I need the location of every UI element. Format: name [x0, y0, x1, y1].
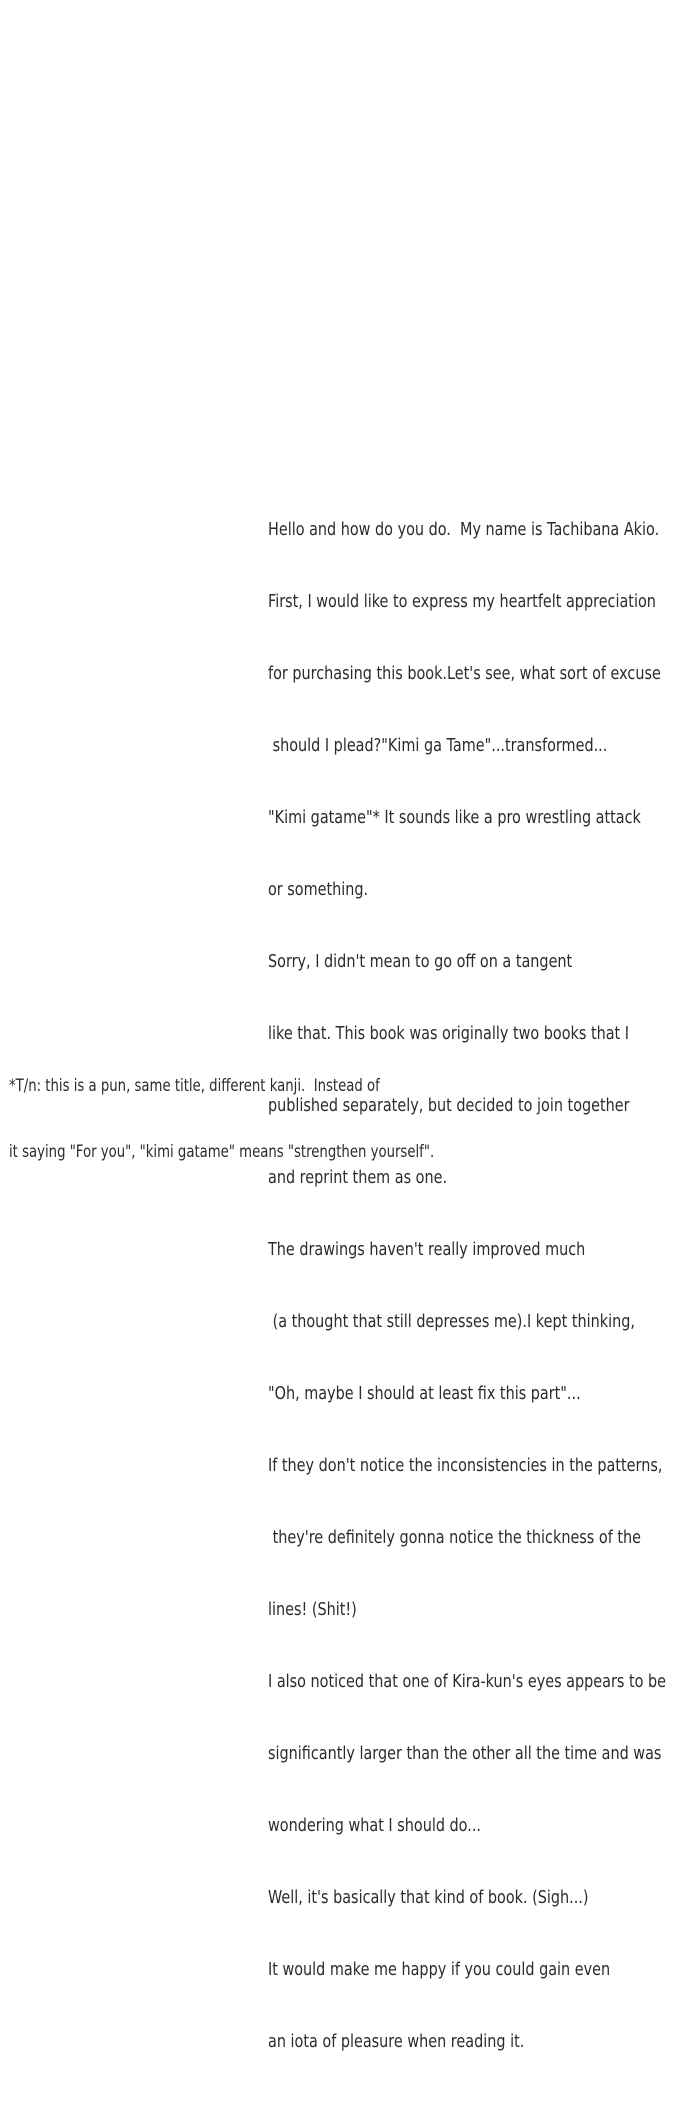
- afterword-line: (a thought that still depresses me).I kept thinking,: [268, 1311, 635, 1332]
- afterword-line: Well, it's basically that kind of book. (Sigh...): [268, 1887, 589, 1908]
- translator-note-line: it saying "For you", "kimi gatame" means "strengthen yourself".: [9, 1142, 435, 1162]
- afterword-line: "Kimi gatame"* It sounds like a pro wrestling attack: [268, 807, 641, 828]
- afterword-text-block: [268, 470, 700, 2102]
- afterword-line: published separately, but decided to join together: [268, 1095, 630, 1116]
- afterword-line: If they don't notice the inconsistencies in the patterns,: [268, 1455, 663, 1476]
- afterword-line: It would make me happy if you could gain even: [268, 1959, 611, 1980]
- afterword-line: First, I would like to express my heartfelt appreciation: [268, 591, 656, 612]
- afterword-line: or something.: [268, 879, 369, 900]
- translator-note-line: *T/n: this is a pun, same title, different kanji. Instead of: [9, 1076, 380, 1096]
- afterword-line: Hello and how do you do. My name is Tachibana Akio.: [268, 519, 660, 540]
- afterword-line: they're definitely gonna notice the thickness of the: [268, 1527, 641, 1548]
- afterword-line: an iota of pleasure when reading it.: [268, 2031, 525, 2052]
- afterword-line: The drawings haven't really improved much: [268, 1239, 586, 1260]
- afterword-line: "Oh, maybe I should at least fix this part"...: [268, 1383, 581, 1404]
- afterword-line: and reprint them as one.: [268, 1167, 448, 1188]
- afterword-line: lines! (Shit!): [268, 1599, 357, 1620]
- translator-note: [9, 1031, 446, 1207]
- afterword-line: should I plead?"Kimi ga Tame"...transformed...: [268, 735, 608, 756]
- afterword-line: for purchasing this book.Let's see, what sort of excuse: [268, 663, 661, 684]
- afterword-line: Sorry, I didn't mean to go off on a tangent: [268, 951, 573, 972]
- afterword-line: significantly larger than the other all the time and was: [268, 1743, 662, 1764]
- afterword-line: like that. This book was originally two books that I: [268, 1023, 630, 1044]
- afterword-line: I also noticed that one of Kira-kun's eyes appears to be: [268, 1671, 666, 1692]
- afterword-line: wondering what I should do...: [268, 1815, 481, 1836]
